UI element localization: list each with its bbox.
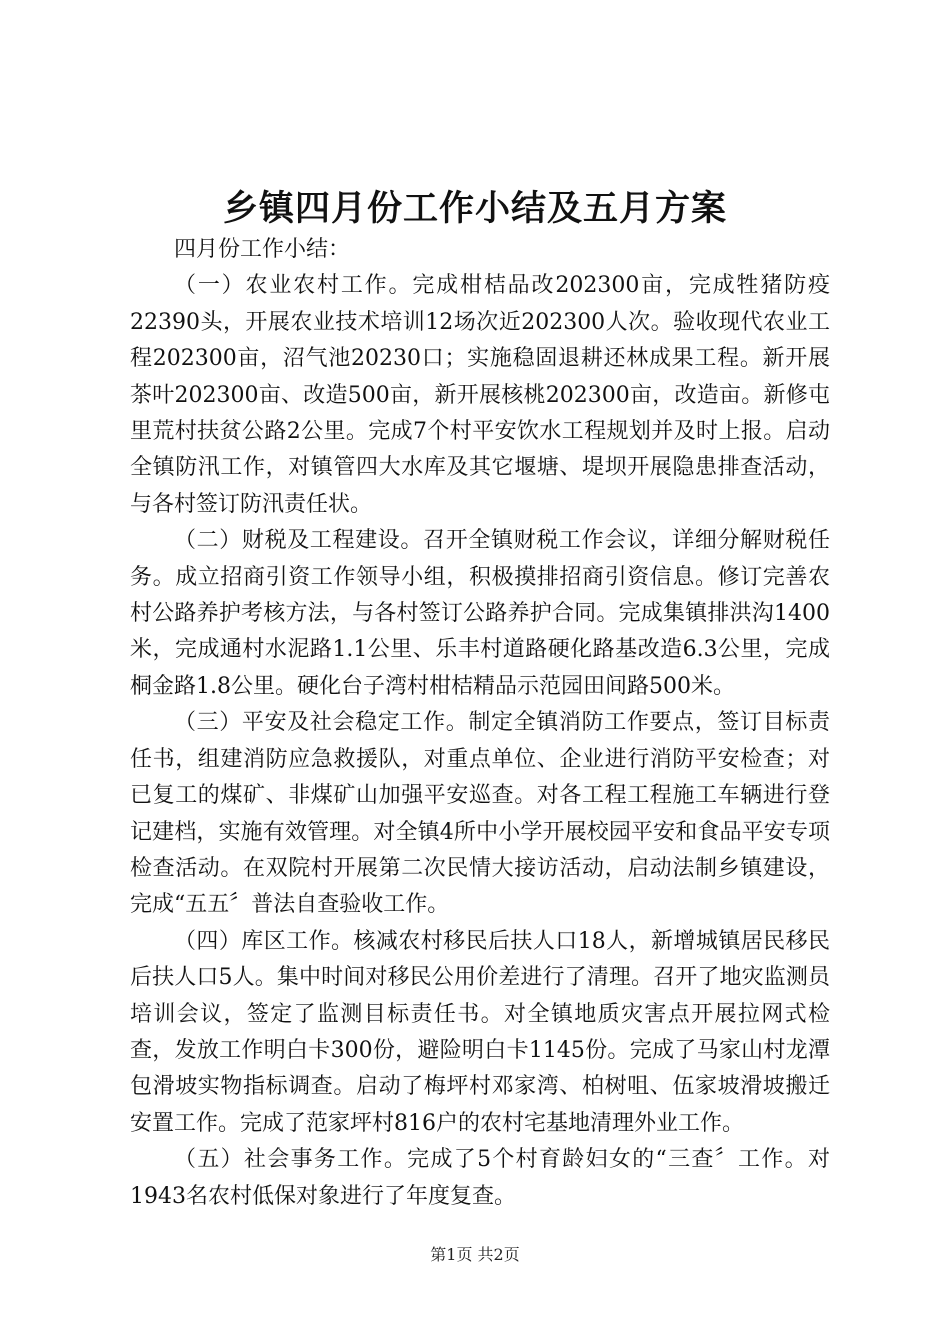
paragraph-social-affairs: （五）社会事务工作。完成了5个村育龄妇女的“三查〞工作。对1943名农村低保对象进行了年度复查。 xyxy=(130,1147,830,1209)
page-footer: 第1页 共2页 xyxy=(430,1245,520,1264)
paragraph-summary-heading: 四月份工作小结： xyxy=(174,237,351,262)
paragraph-finance-construction: （二）财税及工程建设。召开全镇财税工作会议，详细分解财税任务。成立招商引资工作领导小组，积极摸排招商引资信息。修订完善农村公路养护考核方法，与各村签订公路养护合同。完成集镇排洪沟1400米，完成通村水泥路1.1公里、乐丰村道路硬化路基改造6.3公里，完成桐金路1.8公里。硬化台子湾村柑桔精品示范园田间路500米。 xyxy=(130,528,830,699)
document-body xyxy=(130,232,830,1215)
paragraph-agriculture: （一）农业农村工作。完成柑桔品改202300亩，完成牲猪防疫22390头，开展农业技术培训12场次近202300人次。验收现代农业工程202300亩，沼气池20230口；实施稳固退耕还林成果工程。新开展茶叶202300亩、改造500亩，新开展核桃202300亩，改造亩。新修屯里荒村扶贫公路2公里。完成7个村平安饮水工程规划并及时上报。启动全镇防汛工作，对镇管四大水库及其它堰塘、堤坝开展隐患排查活动，与各村签订防汛责任状。 xyxy=(130,273,830,517)
document-title: 乡镇四月份工作小结及五月方案 xyxy=(222,188,727,229)
paragraph-safety-stability: （三）平安及社会稳定工作。制定全镇消防工作要点，签订目标责任书，组建消防应急救援队，对重点单位、企业进行消防平安检查；对已复工的煤矿、非煤矿山加强平安巡查。对各工程工程施工车辆进行登记建档，实施有效管理。对全镇4所中小学开展校园平安和食品平安专项检查活动。在双院村开展第二次民情大接访活动，启动法制乡镇建设，完成“五五〞普法自查验收工作。 xyxy=(130,710,830,918)
paragraph-reservoir-area: （四）库区工作。核减农村移民后扶人口18人，新增城镇居民移民后扶人口5人。集中时间对移民公用价差进行了清理。召开了地灾监测员培训会议，签定了监测目标责任书。对全镇地质灾害点开展拉网式检查，发放工作明白卡300份，避险明白卡1145份。完成了马家山村龙潭包滑坡实物指标调查。启动了梅坪村邓家湾、柏树咀、伍家坡滑坡搬迁安置工作。完成了范家坪村816户的农村宅基地清理外业工作。 xyxy=(130,928,830,1136)
